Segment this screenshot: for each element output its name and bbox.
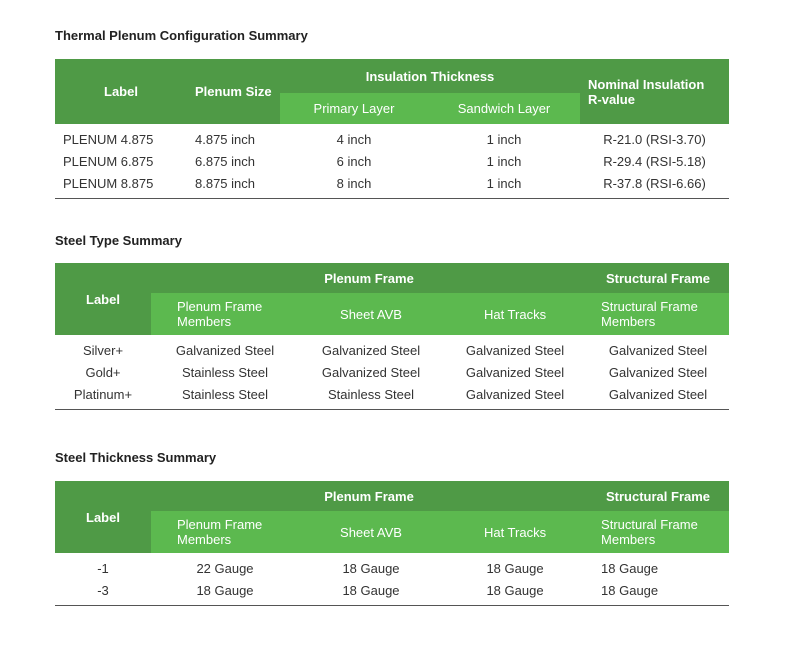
header-structural-frame: Structural Frame bbox=[587, 481, 729, 511]
steel-type-title: Steel Type Summary bbox=[55, 233, 182, 248]
cell-plenum-frame-members: Galvanized Steel bbox=[175, 342, 275, 358]
cell-hat-tracks: 18 Gauge bbox=[486, 560, 544, 576]
table-row bbox=[55, 579, 729, 606]
header-plenum-frame: Plenum Frame bbox=[151, 263, 587, 293]
header-sheet-avb: Sheet AVB bbox=[299, 293, 443, 335]
steel-type-table bbox=[55, 263, 729, 410]
header-plenum-frame: Plenum Frame bbox=[151, 481, 587, 511]
cell-plenum-size: 8.875 inch bbox=[187, 172, 280, 199]
table-row bbox=[55, 361, 729, 383]
header-sheet-avb: Sheet AVB bbox=[299, 511, 443, 553]
cell-label: Gold+ bbox=[85, 364, 121, 380]
header-hat-tracks: Hat Tracks bbox=[443, 293, 587, 335]
cell-hat-tracks: Galvanized Steel bbox=[465, 364, 565, 380]
table-row bbox=[55, 553, 729, 579]
steel-thickness-title: Steel Thickness Summary bbox=[55, 450, 217, 465]
cell-primary-layer: 6 inch bbox=[336, 153, 372, 169]
header-label: Label bbox=[55, 59, 187, 124]
cell-structural-frame-members: 18 Gauge bbox=[587, 579, 729, 606]
cell-sandwich-layer: 1 inch bbox=[486, 153, 522, 169]
cell-hat-tracks: Galvanized Steel bbox=[465, 342, 565, 358]
table-row bbox=[55, 172, 729, 199]
header-structural-frame-members: Structural Frame Members bbox=[587, 293, 729, 335]
cell-sheet-avb: Galvanized Steel bbox=[321, 342, 421, 358]
cell-primary-layer: 8 inch bbox=[280, 172, 428, 199]
table-row bbox=[55, 335, 729, 361]
header-structural-frame-members: Structural Frame Members bbox=[587, 511, 729, 553]
cell-r-value: R-21.0 (RSI-3.70) bbox=[603, 131, 706, 147]
cell-plenum-frame-members: Stainless Steel bbox=[182, 364, 268, 380]
header-label: Label bbox=[55, 263, 151, 335]
cell-plenum-size: 6.875 inch bbox=[195, 153, 255, 169]
header-label: Label bbox=[55, 481, 151, 553]
cell-structural-frame-members: Galvanized Steel bbox=[608, 342, 708, 358]
cell-sheet-avb: Stainless Steel bbox=[299, 383, 443, 410]
cell-plenum-frame-members: 18 Gauge bbox=[151, 579, 299, 606]
thermal-summary-title: Thermal Plenum Configuration Summary bbox=[55, 28, 308, 43]
steel-thickness-table bbox=[55, 481, 729, 606]
cell-r-value: R-37.8 (RSI-6.66) bbox=[580, 172, 729, 199]
header-primary-layer: Primary Layer bbox=[280, 93, 428, 124]
cell-structural-frame-members: Galvanized Steel bbox=[587, 383, 729, 410]
cell-r-value: R-29.4 (RSI-5.18) bbox=[603, 153, 706, 169]
cell-hat-tracks: Galvanized Steel bbox=[443, 383, 587, 410]
cell-sandwich-layer: 1 inch bbox=[428, 172, 580, 199]
header-structural-frame: Structural Frame bbox=[587, 263, 729, 293]
cell-primary-layer: 4 inch bbox=[336, 131, 372, 147]
table-row bbox=[55, 383, 729, 410]
cell-plenum-frame-members: 22 Gauge bbox=[196, 560, 254, 576]
cell-label: Silver+ bbox=[82, 342, 124, 358]
thermal-summary-table bbox=[55, 59, 729, 199]
cell-plenum-size: 4.875 inch bbox=[195, 131, 255, 147]
cell-label: PLENUM 4.875 bbox=[63, 131, 154, 147]
cell-label: PLENUM 6.875 bbox=[63, 153, 154, 169]
header-sandwich-layer: Sandwich Layer bbox=[428, 93, 580, 124]
cell-label: -1 bbox=[97, 560, 109, 576]
header-plenum-frame-members: Plenum Frame Members bbox=[151, 293, 299, 335]
cell-sheet-avb: Galvanized Steel bbox=[321, 364, 421, 380]
cell-structural-frame-members: Galvanized Steel bbox=[608, 364, 708, 380]
cell-structural-frame-members: 18 Gauge bbox=[601, 560, 659, 576]
cell-sheet-avb: 18 Gauge bbox=[342, 560, 400, 576]
table-row bbox=[55, 150, 729, 172]
table-row bbox=[55, 124, 729, 150]
header-r-value: Nominal Insulation R-value bbox=[580, 59, 729, 124]
cell-sheet-avb: 18 Gauge bbox=[299, 579, 443, 606]
cell-plenum-frame-members: Stainless Steel bbox=[151, 383, 299, 410]
header-insulation-thickness: Insulation Thickness bbox=[280, 59, 580, 93]
cell-label: PLENUM 8.875 bbox=[55, 172, 187, 199]
cell-label: Platinum+ bbox=[55, 383, 151, 410]
header-hat-tracks: Hat Tracks bbox=[443, 511, 587, 553]
cell-hat-tracks: 18 Gauge bbox=[443, 579, 587, 606]
cell-label: -3 bbox=[55, 579, 151, 606]
header-plenum-frame-members: Plenum Frame Members bbox=[151, 511, 299, 553]
cell-sandwich-layer: 1 inch bbox=[486, 131, 522, 147]
header-plenum-size: Plenum Size bbox=[187, 59, 280, 124]
